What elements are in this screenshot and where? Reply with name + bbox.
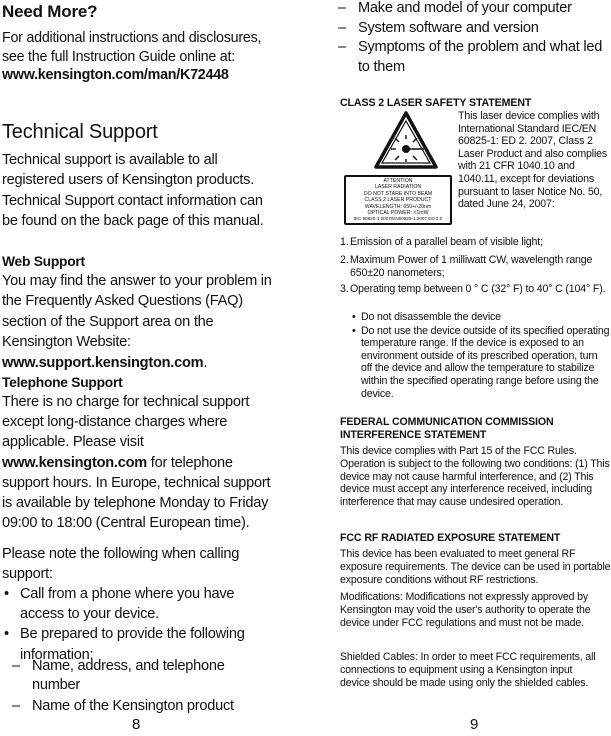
- laser-list: [340, 236, 611, 296]
- fcc-text: This device complies with Part 15 of the FCC Rules. Operation is subject to the following two conditions: (1) This device may not cause harmful interference, and (2) This device must accept any interference received, including interference that may cause undesired operation.: [340, 445, 610, 509]
- page-number: 8: [132, 716, 141, 733]
- calling-list: [2, 584, 270, 665]
- web-support-end: .: [203, 354, 208, 371]
- laser-warning-icon: [374, 111, 438, 169]
- list-item: – Make and model of your computer: [328, 0, 609, 19]
- laser-label-line: OPTICAL POWER: <1mW: [367, 210, 429, 217]
- phone-support-body: [2, 392, 272, 533]
- tech-support-text: Technical support is available to all registered users of Kensington products. Technical Support contact information can be found on the back page of this manual.: [2, 152, 264, 230]
- need-more-url[interactable]: www.kensington.com/man/K72448: [2, 67, 229, 83]
- laser-label-line: LASER RADIATION: [374, 184, 422, 191]
- web-support-section: [2, 252, 274, 373]
- list-item: – Name of the Kensington product: [2, 697, 264, 716]
- laser-bullets: [350, 311, 611, 400]
- shield-text: Shielded Cables: In order to meet FCC requirements, all connections to equipment using a Kensington input device should be made using only the shielded cables.: [340, 651, 596, 689]
- list-item: – Name, address, and telephone number: [2, 657, 264, 695]
- laser-label-line: CLASS 2 LASER PRODUCT: [364, 197, 432, 204]
- laser-label-line: IEC 60825-1:2007/EN60825-1:2007 ED 2.0: [353, 216, 443, 222]
- list-item-text: Maximum Power of 1 milliwatt CW, wavelength range 650±20 nanometers;: [350, 253, 593, 279]
- info-list-continued: [328, 0, 609, 77]
- web-support-text: You may find the answer to your problem in the Frequently Asked Questions (FAQ) section of the Support area on the Kensington Website:: [2, 273, 272, 351]
- list-item: • Be prepared to provide the following information:: [2, 624, 270, 664]
- web-support-url[interactable]: www.support.kensington.com: [2, 354, 204, 371]
- web-support-title: Web Support: [2, 254, 85, 269]
- list-item: • Do not use the device outside of its specified operating temperature range. If the device is exposed to an environment outside of its prescribed operation, turn off the device and allow the temperature to stabilize within the specified operating range before using the device.: [350, 325, 611, 401]
- list-item-text: Operating temp between 0 ° C (32° F) to 40° C (104° F).: [350, 283, 606, 296]
- list-item: 1. Emission of a parallel beam of visible light;: [340, 236, 543, 248]
- list-item: 3. Operating temp between 0 ° C (32° F) to 40° C (104° F).: [340, 283, 606, 296]
- fcc-title: FEDERAL COMMUNICATION COMMISSION INTERFERENCE STATEMENT: [340, 416, 554, 441]
- list-item: 2. Maximum Power of 1 milliwatt CW, wavelength range 650±20 nanometers;: [340, 253, 593, 279]
- mods-text: Modifications: Modifications not expressly approved by Kensington may void the user's authority to operate the device under FCC regulations and must not be made.: [340, 591, 591, 629]
- rf-text: This device has been evaluated to meet general RF exposure requirements. The device can be used in portable exposure conditions without RF restrictions.: [340, 548, 611, 586]
- phone-support-text-2: for telephone support hours. In Europe, technical support is available by telephone Monday to Friday 09:00 to 18:00 (Central European time).: [2, 454, 271, 532]
- laser-title: CLASS 2 LASER SAFETY STATEMENT: [340, 97, 532, 109]
- phone-support-url[interactable]: www.kensington.com: [2, 454, 147, 471]
- calling-note: Please note the following when calling support:: [2, 546, 240, 583]
- tech-support-title: Technical Support: [2, 121, 158, 143]
- info-list: [2, 657, 264, 716]
- phone-support-text: There is no charge for technical support except long-distance charges where applicable. Please visit: [2, 394, 250, 451]
- laser-text: This laser device complies with International Standard IEC/EN 60825-1: ED 2. 2007, Class 2 Laser Product and also complies with 21 CFR 1040.10 and 1040.11, except for deviations pursuant to laser Notice No. 50, dated June 24, 2007:: [458, 110, 608, 211]
- web-support-body: [2, 271, 274, 373]
- phone-support-section: [2, 373, 272, 533]
- phone-support-title: Telephone Support: [2, 375, 123, 390]
- need-more-section: [2, 29, 264, 85]
- list-item: – System software and version: [328, 19, 609, 39]
- rf-title: FCC RF RADIATED EXPOSURE STATEMENT: [340, 532, 561, 544]
- list-item-text: Emission of a parallel beam of visible light;: [350, 236, 543, 248]
- laser-label-line: ATTENTION: [383, 178, 413, 184]
- list-item: • Do not disassemble the device: [350, 311, 611, 324]
- laser-label-line: WAVELENGTH: 650+/-20nm: [364, 203, 432, 210]
- need-more-title: Need More?: [2, 2, 98, 21]
- left-page: [2, 0, 274, 736]
- laser-label: [344, 175, 452, 225]
- laser-label-line: DO NOT STARE INTO BEAM: [363, 190, 433, 197]
- list-item: • Call from a phone where you have access to your device.: [2, 584, 270, 624]
- need-more-text: For additional instructions and disclosures, see the full Instruction Guide online at:: [2, 30, 262, 65]
- list-item: – Symptoms of the problem and what led to them: [328, 38, 609, 77]
- page-number: 9: [470, 716, 479, 733]
- right-page: [340, 0, 611, 736]
